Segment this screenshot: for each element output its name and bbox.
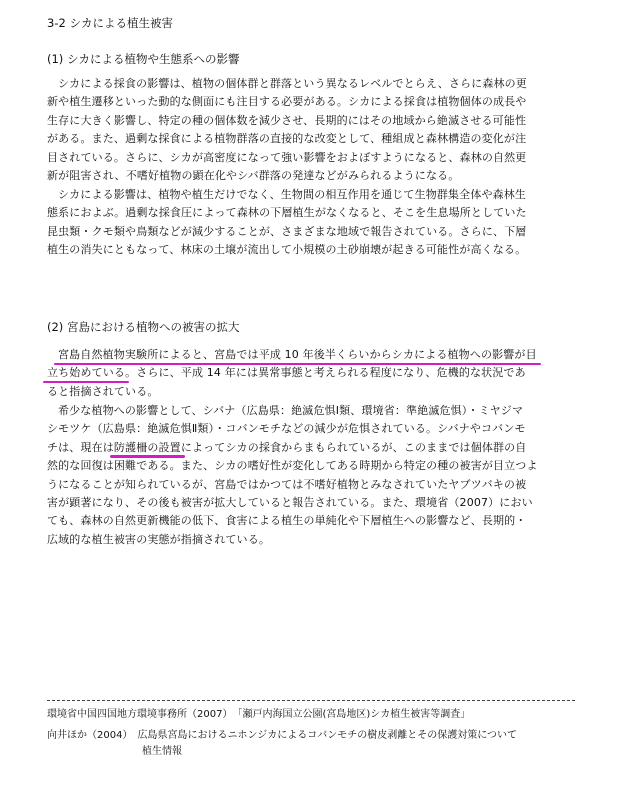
paragraph-deer-browsing-effects xyxy=(47,75,578,185)
reference-2-continued: 植生情報 xyxy=(142,746,182,757)
text-line: 害が顕著になり、その後も被害が拡大していると報告されている。また、環境省（2007）におい xyxy=(47,496,533,510)
paragraph-miyajima-damage xyxy=(47,346,578,401)
paragraph-rare-plants xyxy=(47,402,578,549)
text-line: シカによる採食の影響は、植物の個体群と群落という異なるレベルでとらえ、さらに森林の更 xyxy=(58,77,527,90)
text-line: 広域的な植生被害の実態が指摘されている。 xyxy=(47,532,270,546)
text-line xyxy=(47,346,578,364)
reference-1: 環境省中国四国地方環境事務所（2007） 「瀬戸内海国立公園(宮島地区)シカ植生被害等調査」 xyxy=(47,709,471,720)
highlighted-underline: 防護柵の設置 xyxy=(113,440,181,454)
text-line xyxy=(47,364,578,382)
text-line: ても、森林の自然更新機能の低下、食害による植生の単純化や下層植生への影響など、長期的・ xyxy=(47,514,527,528)
text-span: によってシカの採食からまもられているが、このままでは個体群の自 xyxy=(180,440,527,454)
text-line: 生存に大きく影響し、特定の種の個体数を減少させ、長期的にはその地域から絶滅させる可能性 xyxy=(47,113,527,127)
text-line: シモツケ（広島県：絶滅危惧Ⅱ類）・コバンモチなどの減少が危惧されている。シバナやコバンモ xyxy=(47,422,526,436)
reference-separator xyxy=(47,700,575,701)
section-title: 3-2 シカによる植生被害 xyxy=(47,16,173,30)
text-line: 態系におよぶ。過剰な採食圧によって森林の下層植生がなくなると、そこを生息場所としていた xyxy=(47,206,527,220)
text-line: シカによる影響は、植物や植生だけでなく、生物間の相互作用を通じて生物群集全体や森林生 xyxy=(58,188,527,201)
text-line xyxy=(47,439,578,457)
reference-2: 向井ほか（2004） 広島県宮島におけるニホンジカによるコバンモチの樹皮剥離とその保護対策について xyxy=(47,730,517,741)
text-line: がある。また、過剰な採食による植物群落の直接的な改変として、種組成と森林構造の変化が注 xyxy=(47,132,527,146)
text-span: チは、現在は xyxy=(47,440,114,454)
text-line: 新が阻害され、不嗜好植物の顕在化やシバ群落の発達などがみられるようになる。 xyxy=(47,169,460,183)
highlighted-underline: 宮島自然植物実験所によると、宮島では平成 10 年後半くらいからシカによる植物への影響が目 xyxy=(58,348,537,361)
text-span: 。さらに、平成 14 年には異常事態と考えられる程度になり、危機的な状況であ xyxy=(125,366,526,380)
text-line: 昆虫類・クモ類や鳥類などが減少することが、さまざまな地域で報告されている。さらに、下層 xyxy=(47,224,527,238)
text-line: 希少な植物への影響として、シバナ（広島県：絶滅危惧Ⅰ類、環境省：準絶滅危惧）・ミヤジマ xyxy=(58,404,524,417)
text-line: 目されている。さらに、シカが高密度になって強い影響をおよぼすようになると、森林の自然更 xyxy=(47,150,527,164)
subsection-heading-2: (2) 宮島における植物への被害の拡大 xyxy=(47,320,240,334)
subsection-heading-1: (1) シカによる植物や生態系への影響 xyxy=(47,52,240,66)
text-line: ると指摘されている。 xyxy=(47,384,159,398)
paragraph-ecosystem-effects xyxy=(47,186,578,260)
highlighted-underline: 立ち始めている xyxy=(47,366,126,380)
text-line: 植生の消失にともなって、林床の土壌が流出して小規模の土砂崩壊が起きる可能性が高くなる。 xyxy=(47,243,527,257)
text-line: 然的な回復は困難である。また、シカの嗜好性が変化してある時期から特定の種の被害が目立つよ xyxy=(47,459,538,473)
text-line: 新や植生遷移といった動的な側面にも注目する必要がある。シカによる採食は植物個体の成長や xyxy=(47,95,527,109)
text-line: うになることが知られているが、宮島ではかつては不嗜好植物とみなされていたヤブツバキの被 xyxy=(47,477,527,491)
